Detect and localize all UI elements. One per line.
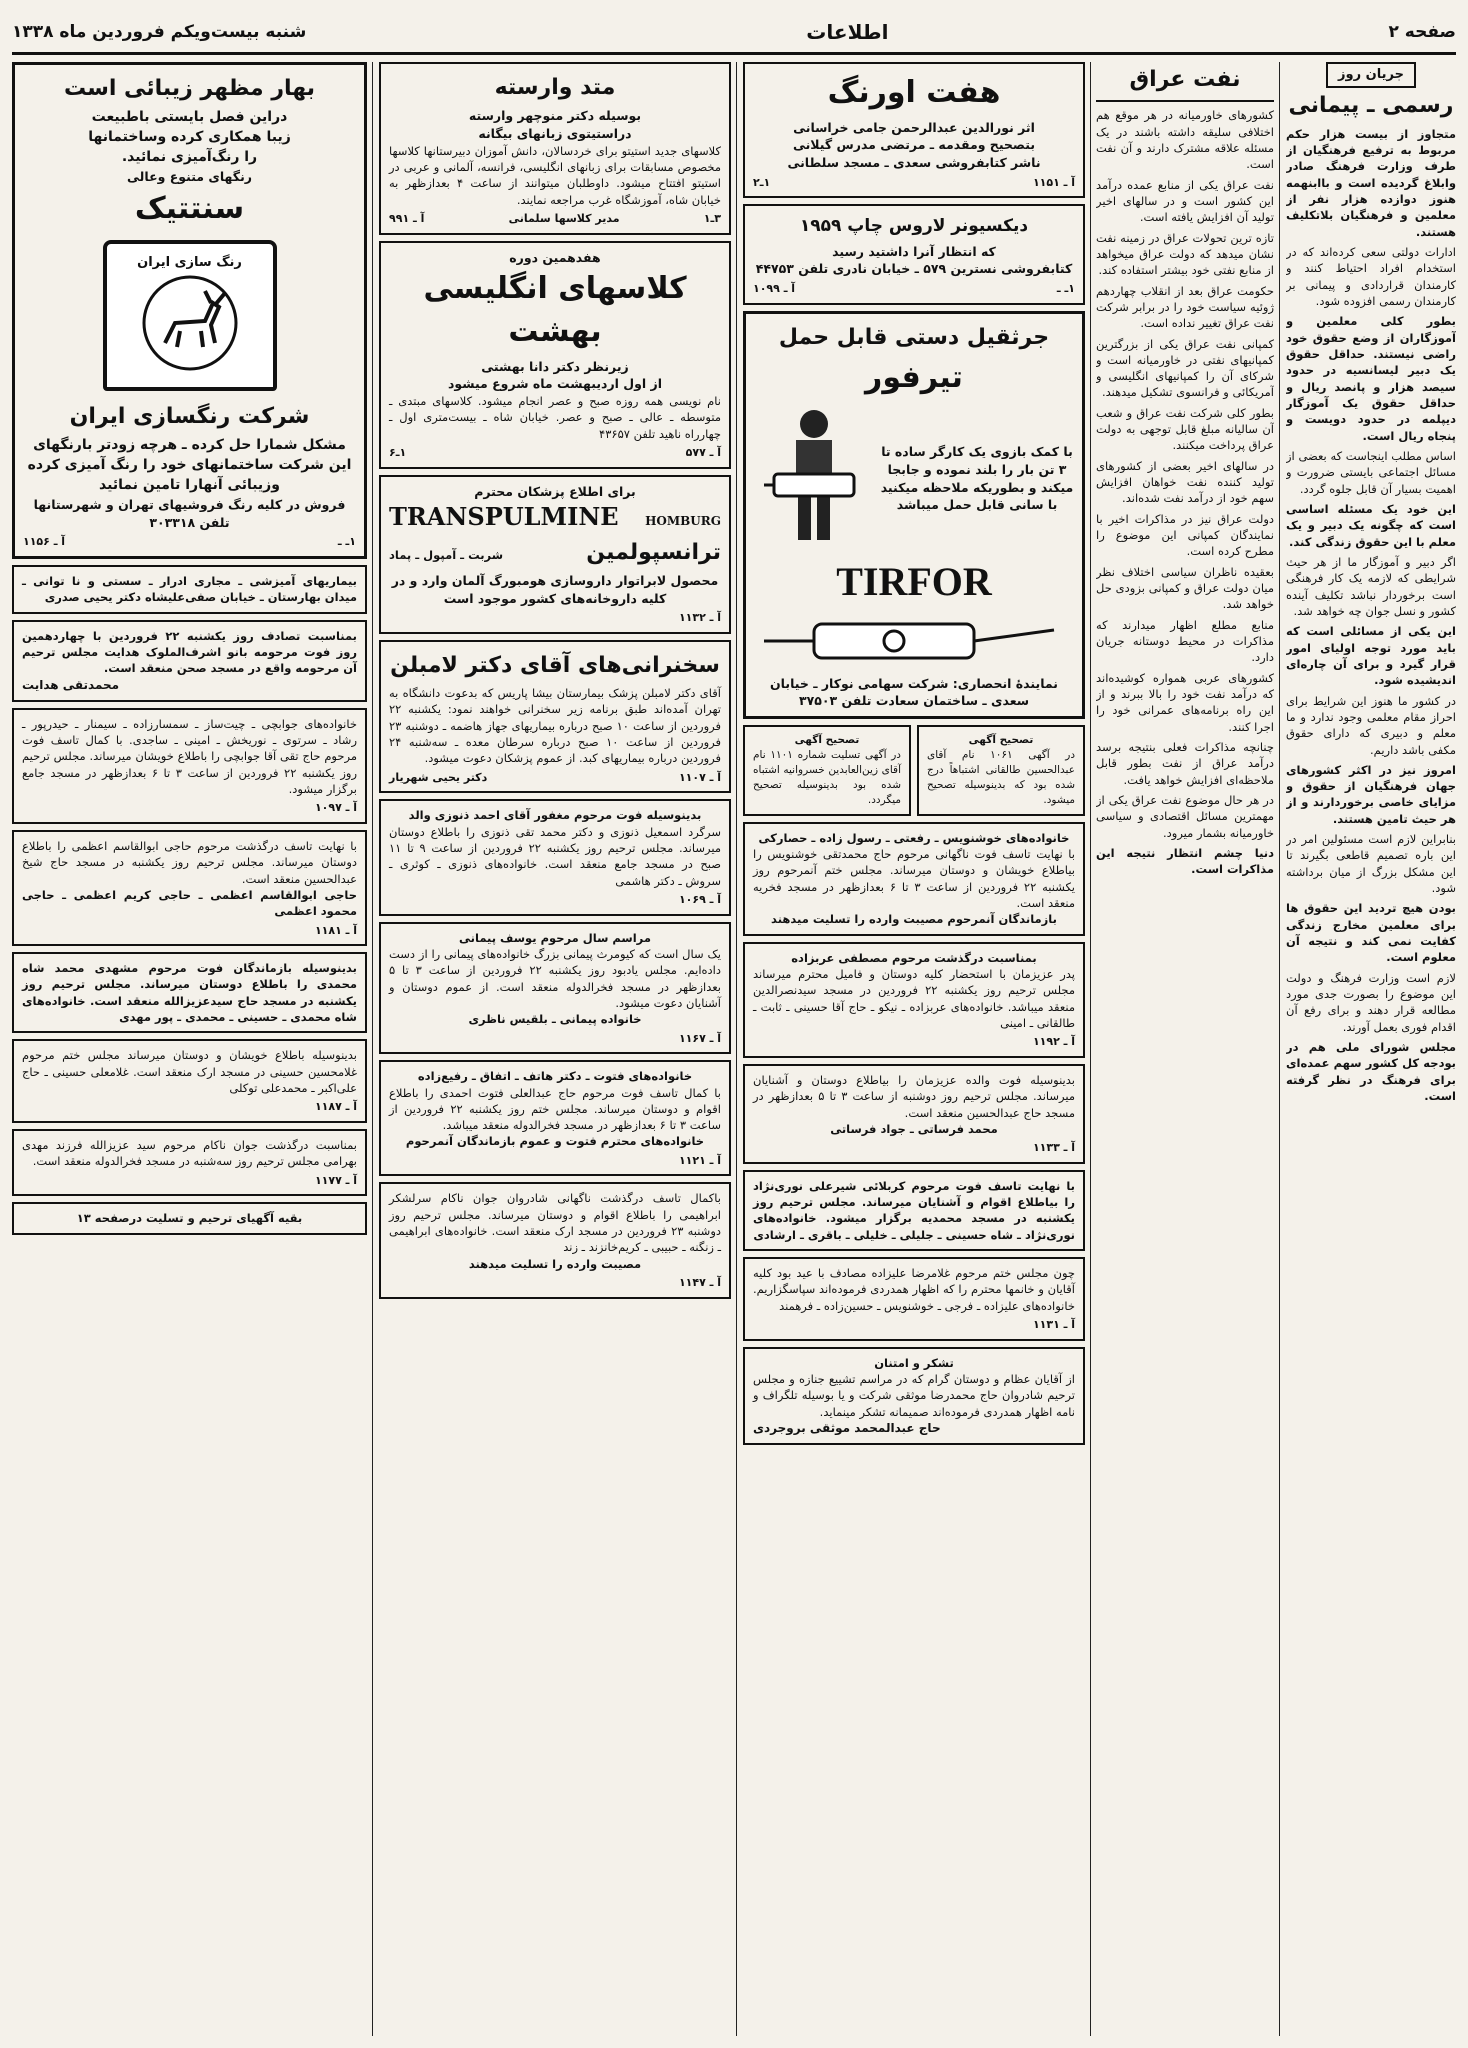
article-paragraph: بنابراین لازم است مسئولین امر در این باره تصمیم قاطعی بگیرند تا این مشکل بزرگ از میان برداشته شود. (1286, 832, 1456, 896)
article-paragraph: حکومت عراق بعد از انقلاب چهاردهم ژوئیه سیاست خود را در برابر شرکت نفت عراق تغییر نداده است. (1096, 283, 1274, 331)
condolence-notice: مراسم سال مرحوم یوسف پیمانی یک سال است که کیومرث پیمانی بزرگ خانواده‌های پیمانی را از دست داده‌ایم. مجلس یادبود روز یکشنبه ۲۲ فروردین از ساعت ۳ تا ۵ بعدازظهر در مسجد فخرالدوله منعقد است. از عموم دوستان و آشنایان دعوت میشود. خانواده پیمانی ـ بلقیس ناظری آ ـ ۱۱۶۷ (379, 922, 731, 1055)
column-divider (1090, 62, 1091, 2036)
condolence-notice: بمناسبت تصادف روز یکشنبه ۲۲ فروردین با چهاردهمین روز فوت مرحومه بانو اشرف‌الملوک هدایت مجلس ترحیم آن مرحومه واقع در مسجد صحن منعقد است. محمدتقی هدایت (12, 620, 367, 702)
book-author: اثر نورالدین عبدالرحمن جامی خراسانی (793, 119, 1035, 135)
ad-code: آ ـ ۱۱۳۱ (1032, 1318, 1075, 1332)
article-paragraph: دنیا چشم انتظار نتیجه این مذاکرات است. (1096, 846, 1274, 877)
article-paragraph: چنانچه مذاکرات فعلی بنتیجه برسد درآمد عراق از نفت بطور قابل ملاحظه‌ای افزایش خواهد یافت. (1096, 740, 1274, 787)
condolence-notice: خانواده‌های خوشنویس ـ رفعتی ـ رسول زاده ـ حصارکی با نهایت تاسف فوت ناگهانی مرحوم حاج محمدتقی خوشنویس را بیاطلاع خویشان و دوستان میرساند. مجلس ختم آنمرحوم روز یکشنبه ۲۲ فروردین از ساعت ۳ تا ۶ بعدازظهر در مسجد فخریه منعقد است. بازماندگان آنمرحوم مصیبت وارده را تسلیت میدهند (743, 822, 1085, 936)
article-paragraph: در هر حال موضوع نفت عراق یکی از مهمترین مسائل اقتصادی و سیاسی خاورمیانه بشمار میرود. (1096, 793, 1274, 840)
ad-code: ۱ـ۲ (753, 175, 771, 189)
condolence-notice: بمناسبت درگذشت جوان ناکام مرحوم سید عزیزالله فرزند مهدی بهرامی مجلس ترحیم روز سه‌شنبه در مسجد فخرالدوله منعقد است. آ ـ ۱۱۷۷ (12, 1129, 367, 1196)
paint-can: رنگ سازی ایران (23, 240, 356, 391)
article-paragraph: بطور کلی معلمین و آموزگاران از وضع حقوق خود راضی نیستند. حداقل حقوق یک دبیر لیسانسیه در حدود سیصد هزار و پانصد ریال و حداقل حقوق یک آموزگار دیپلمه در حدود دویست و پنجاه ریال است. (1286, 314, 1456, 443)
dictionary-ad (743, 204, 1085, 304)
ad-code: آ ـ ۱۱۵۱ (1032, 175, 1075, 189)
ad-code: ۱ـ ـ (1056, 282, 1075, 296)
column-divider (372, 62, 373, 2036)
article-title: رسمی ـ پیمانی (1288, 93, 1454, 119)
article-paragraph: منابع مطلع اظهار میدارند که مذاکرات در محیط دوستانه جریان دارد. (1096, 617, 1274, 665)
lecture-ad: سخنرانی‌های آقای دکتر لامبلن آقای دکتر لامبلن پزشک بیمارستان بیشا پاریس که بدعوت دانشگاه به تهران آمده‌اند طبق برنامه زیر سخنرانی خواهند نمود: یکشنبه ۲۲ فروردین از ساعت ۱۰ صبح درباره بیماریهای جهاز هاضمه ـ دوشنبه ۲۳ فروردین از ساعت ۱۰ صبح درباره سرطان معده ـ سه‌شنبه ۲۴ فروردین درباره بیماریهای کبد. از عموم پزشکان دعوت میشود. آ ـ ۱۱۰۷ دکتر یحیی شهریار (379, 640, 731, 793)
article-paragraph: کشورهای خاورمیانه در هر موقع هم اختلافی سلیقه داشته باشند در یک مسئله علاقه مشترک دارند و آن نفت است. (1096, 108, 1274, 172)
condolence-notice: بدینوسیله بازماندگان فوت مرحوم مشهدی محمد شاه محمدی را باطلاع دوستان میرساند. مجلس ترحیم روز یکشنبه در مسجد حاج سیدعزیزالله منعقد است. خانواده‌های شاه محمدی ـ حسینی ـ محمدی ـ پور مهدی (12, 952, 367, 1033)
tirfor-headline: جرثقیل دستی قابل حمل (778, 324, 1050, 350)
condolence-notice: با نهایت تاسف فوت مرحوم کربلائی شیرعلی نوری‌نژاد را بیاطلاع اقوام و آشنایان میرساند. مجلس ترحیم روز یکشنبه در مسجد محمدیه برگزار میشود. خانواده‌های نوری‌نژاد ـ شاه حسینی ـ جلیلی ـ خلیلی ـ باقری ـ ارشادی (743, 1170, 1085, 1251)
dictionary-store: کتابفروشی نسترین ۵۷۹ ـ خیابان نادری تلفن ۴۴۷۵۳ (755, 261, 1073, 277)
newspaper-name: اطلاعات (806, 20, 889, 44)
tirfor-logo: TIRFOR (836, 558, 992, 604)
condolence-notice: بدینوسیله فوت والده عزیزمان را بیاطلاع دوستان و آشنایان میرساند. مجلس ترحیم روز دوشنبه از ساعت ۳ تا ۵ بعدازظهر در مسجد حاج عبدالحسین منعقد است. محمد فرساتی ـ جواد فرساتی آ ـ ۱۱۳۳ (743, 1064, 1085, 1164)
dictionary-title: دیکسیونر لاروس چاپ ۱۹۵۹ (799, 216, 1029, 237)
column-divider (736, 62, 737, 2036)
english-class-ad: هفدهمین دوره کلاسهای انگلیسی بهشت زیرنظر دکتر دانا بهشتی از اول اردیبهشت ماه شروع میشود نام نویسی همه روزه صبح و عصر انجام میشود. کلاسهای مبتدی ـ متوسطه ـ عالی ـ صبح و عصر. خیابان شاه ـ بیست‌متری اول ـ چهارراه ناهید تلفن ۴۳۶۵۷ آ ـ ۵۷۷ ۱ـ۶ (379, 241, 731, 469)
book-publisher: ناشر کتابفروشی سعدی ـ مسجد سلطانی (787, 155, 1041, 171)
article-paragraph: بودن هیچ تردید این حقوق ها برای معلمین مخارج زندگی کفایت نمی کند و نتیجه آن معلوم است. (1286, 901, 1456, 965)
article-paragraph: اساس مطلب اینجاست که بعضی از مسائل اجتماعی بایستی ضرورت و اهمیت بسیار آن قابل جلوه گردد. (1286, 448, 1456, 496)
article-paragraph: کشورهای عربی همواره کوشیده‌اند که درآمد نفت خود را بالا ببرند و از این راه برنامه‌های عمرانی خود را اجرا کنند. (1096, 670, 1274, 734)
column-ads-left (12, 62, 367, 2036)
tirfor-description: با کمک بازوی یک کارگر ساده تا ۳ تن بار را بلند نموده و جابجا میکند و بطوریکه ملاحظه میکنید با سانی قابل حمل میباشد (880, 444, 1074, 513)
article-paragraph: بطور کلی شرکت نفت عراق و شعب آن سالیانه مبلغ قابل توجهی به دولت عراق پرداخت میکنند. (1096, 405, 1274, 453)
condolence-notice: خانواده‌های فتوت ـ دکتر هاتف ـ اتفاق ـ رفیع‌زاده با کمال تاسف فوت مرحوم حاج عبدالعلی فتوت احمدی را باطلاع اقوام و دوستان میرساند. مجلس ختم روز یکشنبه ۲۲ فروردین از ساعت ۳ تا ۶ بعدازظهر در مسجد فخرالدوله منعقد میباشد. خانواده‌های محترم فتوت و عموم بازماندگان آنمرحوم آ ـ ۱۱۲۱ (379, 1060, 731, 1176)
article-paragraph: لازم است وزارت فرهنگ و دولت این موضوع را بصورت جدی مورد مطالعه قرار دهند و برای رفع آن اقدام فوری بعمل آورند. (1286, 970, 1456, 1034)
tirfor-ad (743, 311, 1085, 719)
condolence-notice: باکمال تاسف درگذشت ناگهانی شادروان جوان ناکام سرلشکر ابراهیمی را باطلاع اقوام و دوستان میرساند. مجلس ترحیم روز دوشنبه ۲۳ فروردین در مسجد ارک منعقد است. خانواده‌های ابراهیمی ـ زنگنه ـ حبیبی ـ کریم‌خانزند ـ زند مصیبت وارده را تسلیت میدهند آ ـ ۱۱۴۷ (379, 1182, 731, 1298)
tirfor-name: تیرفور (865, 359, 963, 395)
article-paragraph: تازه ترین تحولات عراق در زمینه نفت نشان میدهد که دولت عراق میخواهد از منابع نفتی خود بیشتر استفاده کند. (1096, 230, 1274, 278)
article-paragraph: مجلس شورای ملی هم در بودجه کل کشور سهم عمده‌ای برای فرهنگ در نظر گرفته است. (1286, 1040, 1456, 1104)
condolence-notice: بدینوسیله باطلاع خویشان و دوستان میرساند مجلس ختم مرحوم غلامحسین حسینی در مسجد ارک منعقد است. غلامعلی حسینی ـ حاج علی‌اکبر ـ محمدعلی توکلی آ ـ ۱۱۸۷ (12, 1039, 367, 1123)
thanks-notice: تشکر و امتنان از آقایان عظام و دوستان گرام که در مراسم تشییع جنازه و مجلس ترحیم شادروان حاج محمدرضا موثقی شرکت و یا بوسیله تلگراف و نامه اظهار همدردی فرموده‌اند صمیمانه تشکر مینماید. حاج عبدالمحمد موثقی بروجردی (743, 1347, 1085, 1445)
article-paragraph: نفت عراق یکی از منابع عمده درآمد این کشور است و در سالهای اخیر تولید آن افزایش یافته است. (1096, 177, 1274, 225)
condolence-notice: بدینوسیله فوت مرحوم مغفور آقای احمد ذنوزی والد سرگرد اسمعیل ذنوزی و دکتر محمد تقی ذنوزی را باطلاع دوستان میرساند. مجلس ترحیم روز یکشنبه ۲۲ فروردین از ساعت ۹ تا ۱۱ صبح در مسجد جامع منعقد است. خانواده‌های ذنوزی ـ کوثری ـ سروش ـ دکتر هاشمی آ ـ ۱۰۶۹ (379, 799, 731, 915)
article-paragraph: امروز نیز در اکثر کشورهای جهان فرهنگیان از حقوق و مزایای خاصی برخوردارند و از هر حیث تامین هستند. (1286, 762, 1456, 826)
continued-note: بقیه آگهیای ترحیم و تسلیت درصفحه ۱۳ (12, 1202, 367, 1234)
paint-ad: بهار مظهر زیبائی است دراین فصل بایستی باطبیعت زیبا همکاری کرده وساختمانها را رنگ‌آمیزی نمائید. رنگهای متنوع وعالی سنتتیک رنگ سازی ایران شرکت رنگسازی ایران مشکل شمارا حل کرده ـ هرچه زودتر بارنگهای این شرکت ساختمانهای خود را رنگ آمیزی کرده وزیبائی آنهارا تامین نمائید فروش در کلیه رنگ فروشیهای تهران و شهرستانها تلفن ۳۰۳۳۱۸ ۱ـ ـ آ ـ ۱۱۵۶ (12, 62, 367, 559)
article-paragraph: ادارات دولتی سعی کرده‌اند که در استخدام افراد احتیاط کنند و کارمندان قراردادی و پیمانی بر کارمندان رسمی افزوده شود. (1286, 244, 1456, 308)
condolence-notice: چون مجلس ختم مرحوم غلامرضا علیزاده مصادف با عید بود کلیه آقایان و خانمها محترم را که اظهار همدردی فرموده‌اند سپاسگزاریم. خانواده‌های علیزاده ـ فرجی ـ خوشنویس ـ حسین‌زاده ـ فرهمند آ ـ ۱۱۳۱ (743, 1257, 1085, 1341)
article-title: نفت عراق (1129, 67, 1241, 92)
article-paragraph: این خود یک مسئله اساسی است که چگونه یک دبیر و یک معلم با این حقوق زندگی کند. (1286, 501, 1456, 549)
article-paragraph: متجاوز از بیست هزار حکم مربوط به ترفیع فرهنگیان از طرف وزارت فرهنگ صادر وابلاغ گردیده است و باابنهمه هنوز دوازده هزار نفر از معلمین و فرهنگیان بلاتکلیف هستند. (1286, 126, 1456, 239)
article-paragraph: در کشور ما هنوز این شرایط برای احراز مقام معلمی وجود ندارد و ما معلم و دبیری که دارای حقوق مکفی باشد داریم. (1286, 693, 1456, 757)
newspaper-page (12, 12, 1456, 2036)
article-paragraph: دولت عراق نیز در مذاکرات اخیر با نمایندگان کمپانی این موضوع را مطرح کرده است. (1096, 511, 1274, 559)
page-header (12, 12, 1456, 55)
condolence-notice: بمناسبت درگذشت مرحوم مصطفی عربزاده پدر عزیزمان با استحضار کلیه دوستان و فامیل محترم میرساند مجلس ترحیم روز یکشنبه ۲۲ فروردین در مسجد سیدنصرالدین منعقد میباشد. خانواده‌های عربزاده ـ نیکو ـ حاج آقا حسینی ـ ثابت ـ طالقانی ـ امینی آ ـ ۱۱۹۲ (743, 942, 1085, 1058)
paint-brand: سنتتیک (134, 190, 245, 226)
correction-notice: تصحیح آگهی در آگهی ۱۰۶۱ نام آقای عبدالحسین طالقانی اشتباهاً درج شده بود که بدینوسیله تصحیح میشود. (917, 725, 1085, 816)
column-iraq-oil (1096, 62, 1274, 2036)
clinic-ad: بیماریهای آمیزشی ـ مجاری ادرار ـ سستی و نا توانی ـ میدان بهارستان ـ خیابان صفی‌علیشاه دکتر یحیی صدری (12, 565, 367, 614)
article-paragraph: بعقیده ناظران سیاسی اختلاف نظر میان دولت عراق و کمپانی بزودی حل خواهد شد. (1096, 564, 1274, 612)
section-tag: جریان روز (1326, 62, 1416, 88)
language-course-ad: متد وارسته بوسیله دکتر منوچهر وارسته دراستیتوی زبانهای بیگانه کلاسهای جدید استیتو برای خردسالان، دانش آموزان دبیرستانها کلاسها مخصوص مسابقات برای زبانهای انگلیسی، فرانسه، آلمانی و عربی در استیتو افتتاح میشود. داوطلبان میتوانند از ساعت ۴ بعدازظهر به خیابان شاه، آموزشگاه غرب مراجعه نمایند. ۳ـ۱ مدیر کلاسها سلمانی آ ـ ۹۹۱ (379, 62, 731, 235)
article-paragraph: این یکی از مسائلی است که باید مورد توجه اولیای امور قرار گیرد و برای آن چاره‌ای اندیشیده شود. (1286, 624, 1456, 688)
ad-code: آ ـ ۱۱۹۲ (1032, 1035, 1075, 1049)
ad-code: آ ـ ۱۱۳۳ (1032, 1141, 1075, 1155)
correction-notice: تصحیح آگهی در آگهی تسلیت شماره ۱۱۰۱ نام آقای زین‌العابدین خسروانیه اشتباه شده بود بدینوسیله تصحیح میگردد. (743, 725, 911, 816)
column-editorial (1286, 62, 1456, 2036)
article-paragraph: کمپانی نفت عراق یکی از بزرگترین کمپانیهای نفتی در خاورمیانه است و شرکای آن را کمپانیهای انگلیسی و آمریکائی و فرانسوی تشکیل میدهند. (1096, 336, 1274, 400)
dictionary-subtitle: که انتظار آنرا داشتید رسید (832, 243, 996, 259)
tirfor-agent: نمایندهٔ انحصاری: شرکت سهامی نوکار ـ خیابان سعدی ـ ساختمان سعادت تلفن ۳۷۵۰۳ (770, 675, 1058, 709)
page-number: صفحه ۲ (1388, 22, 1456, 42)
column-ads-left-middle (379, 62, 731, 2036)
book-ad (743, 62, 1085, 198)
ad-code: آ ـ ۱۰۹۹ (753, 282, 796, 296)
article-paragraph: اگر دبیر و آموزگار ما از هر حیث شرایطی که لازمه یک کار فرهنگی است برخوردار نباشد تکلیف آینده کشور و نسل جوان چه خواهد شد. (1286, 554, 1456, 618)
worker-illustration (754, 404, 874, 554)
condolence-notice: خانواده‌های جوابچی ـ چیت‌ساز ـ سمسارزاده ـ سیمنار ـ حیدرپور ـ رشاد ـ سرتوی ـ نوریخش ـ امینی ـ ساجدی. با کمال تاسف فوت مرحوم حاج تقی آقا جوابچی را باطلاع خویشان میرساند. مجلس ترحیم روز یکشنبه ۲۲ فروردین از ساعت ۳ تا ۶ بعدازظهر در مسجد جامع برگزار میشود. آ ـ ۱۰۹۷ (12, 708, 367, 824)
deer-emblem (135, 273, 245, 373)
medicine-ad: برای اطلاع پزشکان محترم HOMBURG TRANSPULMINE ترانسپولمین شربت ـ آمپول ـ پماد محصول لابراتوار داروسازی هومبورگ آلمان وارد و در کلیه داروخانه‌های کشور موجود است آ ـ ۱۱۳۲ (379, 475, 731, 634)
book-credits: بتصحیح ومقدمه ـ مرتضی مدرس گیلانی (792, 137, 1036, 153)
book-title: هفت اورنگ (827, 75, 1001, 110)
article-paragraph: در سالهای اخیر بعضی از کشورهای تولید کننده نفت خواهان افزایش سهم خود از درآمد نفت شده‌اند. (1096, 458, 1274, 506)
issue-date: شنبه بیست‌ویکم فروردین ماه ۱۳۳۸ (12, 22, 307, 42)
winch-illustration (754, 610, 1074, 670)
condolence-notice: با نهایت تاسف درگذشت مرحوم حاجی ابوالقاسم اعظمی را باطلاع دوستان میرساند. مجلس ترحیم روز یکشنبه در مسجد حاج شیخ عبدالحسین منعقد است. حاجی ابوالقاسم اعظمی ـ حاجی کریم اعظمی ـ حاجی محمود اعظمی آ ـ ۱۱۸۱ (12, 830, 367, 946)
column-divider (1279, 62, 1280, 2036)
column-ads-middle (743, 62, 1085, 2036)
